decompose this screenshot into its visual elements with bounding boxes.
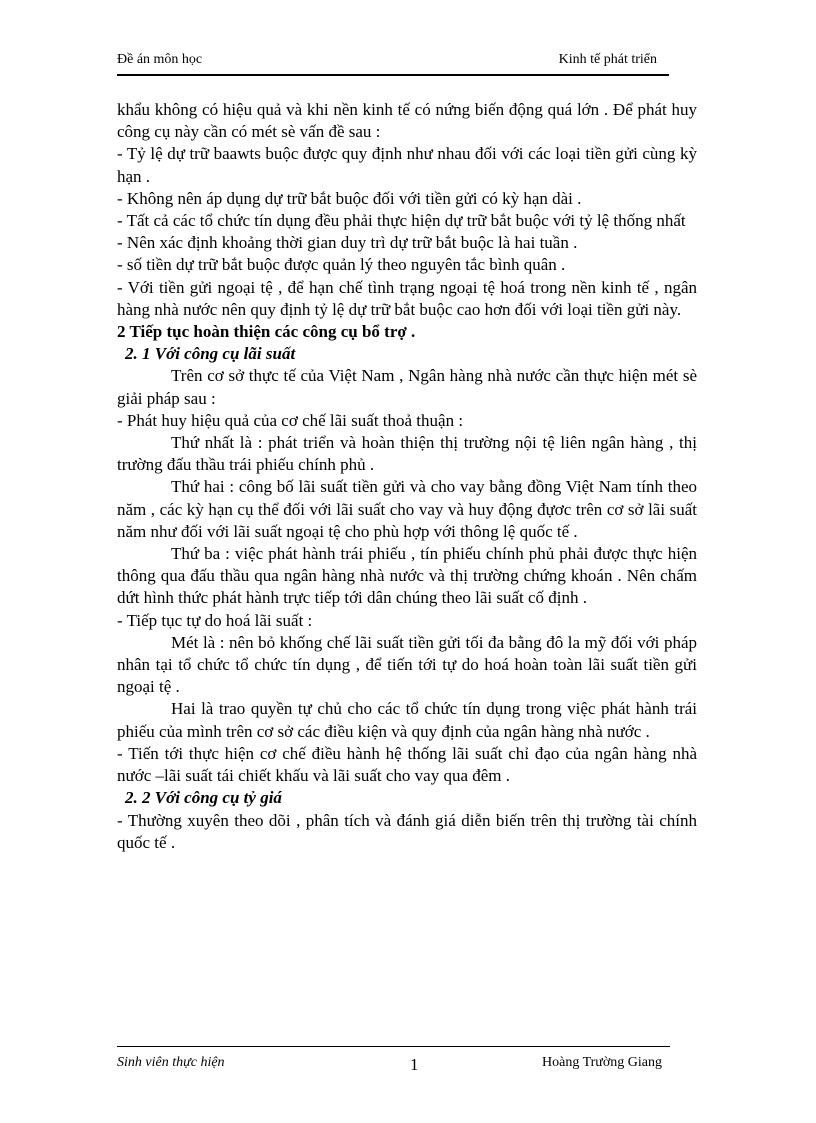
bullet-item: - Tất cả các tổ chức tín dụng đều phải thực hiện dự trữ bắt buộc với tỷ lệ thống nhất [117,211,686,231]
paragraph: Mét là : nên bỏ khống chế lãi suất tiền gửi tối đa bằng đô la mỹ đối với pháp nhân tại tổ chức tổ chức tín dụng , để tiến tới tự do hoá hoàn toàn lãi suất tiền gửi ngoại tệ . [117,632,697,697]
bullet-item: - Không nên áp dụng dự trữ bắt buộc đối với tiền gửi có kỳ hạn dài . [117,188,582,208]
footer-author-name: Hoàng Trường Giang [542,1055,662,1070]
paragraph: Trên cơ sở thực tế của Việt Nam , Ngân hàng nhà nước cần thực hiện mét sè giải pháp sau : [117,366,697,408]
bullet-item: - Tỷ lệ dự trữ baawts buộc được quy định như nhau đối với các loại tiền gửi cùng kỳ hạn . [117,144,697,186]
paragraph: Hai là trao quyền tự chủ cho các tổ chức tín dụng trong việc phát hành trái phiếu của mình trên cơ sở các điều kiện và quy định của ngân hàng nhà nước . [117,699,697,741]
section-heading: 2 Tiếp tục hoàn thiện các công cụ bổ trợ . [117,322,416,342]
paragraph: Thứ nhất là : phát triển và hoàn thiện thị trường nội tệ liên ngân hàng , thị trường đấu thầu trái phiếu chính phủ . [117,433,697,475]
subsection-heading: 2. 1 Với công cụ lãi suất [125,344,296,364]
bullet-item: - Phát huy hiệu quả của cơ chế lãi suất thoả thuận : [117,410,464,430]
paragraph: Thứ ba : việc phát hành trái phiếu , tín phiếu chính phủ phải được thực hiện thông qua đấu thầu qua ngân hàng nhà nước và thị trường chứng khoán . Nên chấm dứt hình thức phát hành trực tiếp tới dân chúng theo lãi suất cố định . [117,544,697,608]
page-number: 1 [410,1055,419,1074]
header-subject-label: Kinh tế phát triển [558,52,657,67]
bullet-item: - Tiếp tục tự do hoá lãi suất : [117,610,313,630]
footer-author-role: Sinh viên thực hiện [117,1055,225,1070]
bullet-item: - Nên xác định khoảng thời gian duy trì dự trữ bắt buộc là hai tuần . [117,233,578,253]
subsection-heading: 2. 2 Với công cụ tỷ giá [125,788,282,808]
bullet-item: - Với tiền gửi ngoại tệ , để hạn chế tình trạng ngoại tệ hoá trong nền kinh tế , ngân hàng nhà nước nên quy định tỷ lệ dự trữ bắt buộc cao hơn đối với loại tiền gửi này. [117,277,697,319]
page-header [117,52,669,76]
page-footer [117,1046,670,1077]
paragraph: Thứ hai : công bố lãi suất tiền gửi và cho vay bằng đồng Việt Nam tính theo năm , các kỳ hạn cụ thể đối với lãi suất cho vay và huy động đựơc trên cơ sở lãi suất năm như đối với lãi suất ngoại tệ cho phù hợp với thông lệ quốc tế . [117,477,697,541]
document-body [117,99,697,854]
paragraph: khẩu không có hiệu quả và khi nền kinh tế có nứng biến động quá lớn . Để phát huy công cụ này cần có mét sè vấn đề sau : [117,100,697,142]
bullet-item: - Tiến tới thực hiện cơ chế điều hành hệ thống lãi suất chỉ đạo của ngân hàng nhà nước –lãi suất tái chiết khấu và lãi suất cho vay qua đêm . [117,743,697,786]
bullet-item: - số tiền dự trữ bắt buộc được quản lý theo nguyên tắc bình quân . [117,255,566,275]
header-course-label: Đề án môn học [117,52,203,67]
bullet-item: - Thường xuyên theo dõi , phân tích và đánh giá diễn biến trên thị trường tài chính quốc tế . [117,810,697,852]
